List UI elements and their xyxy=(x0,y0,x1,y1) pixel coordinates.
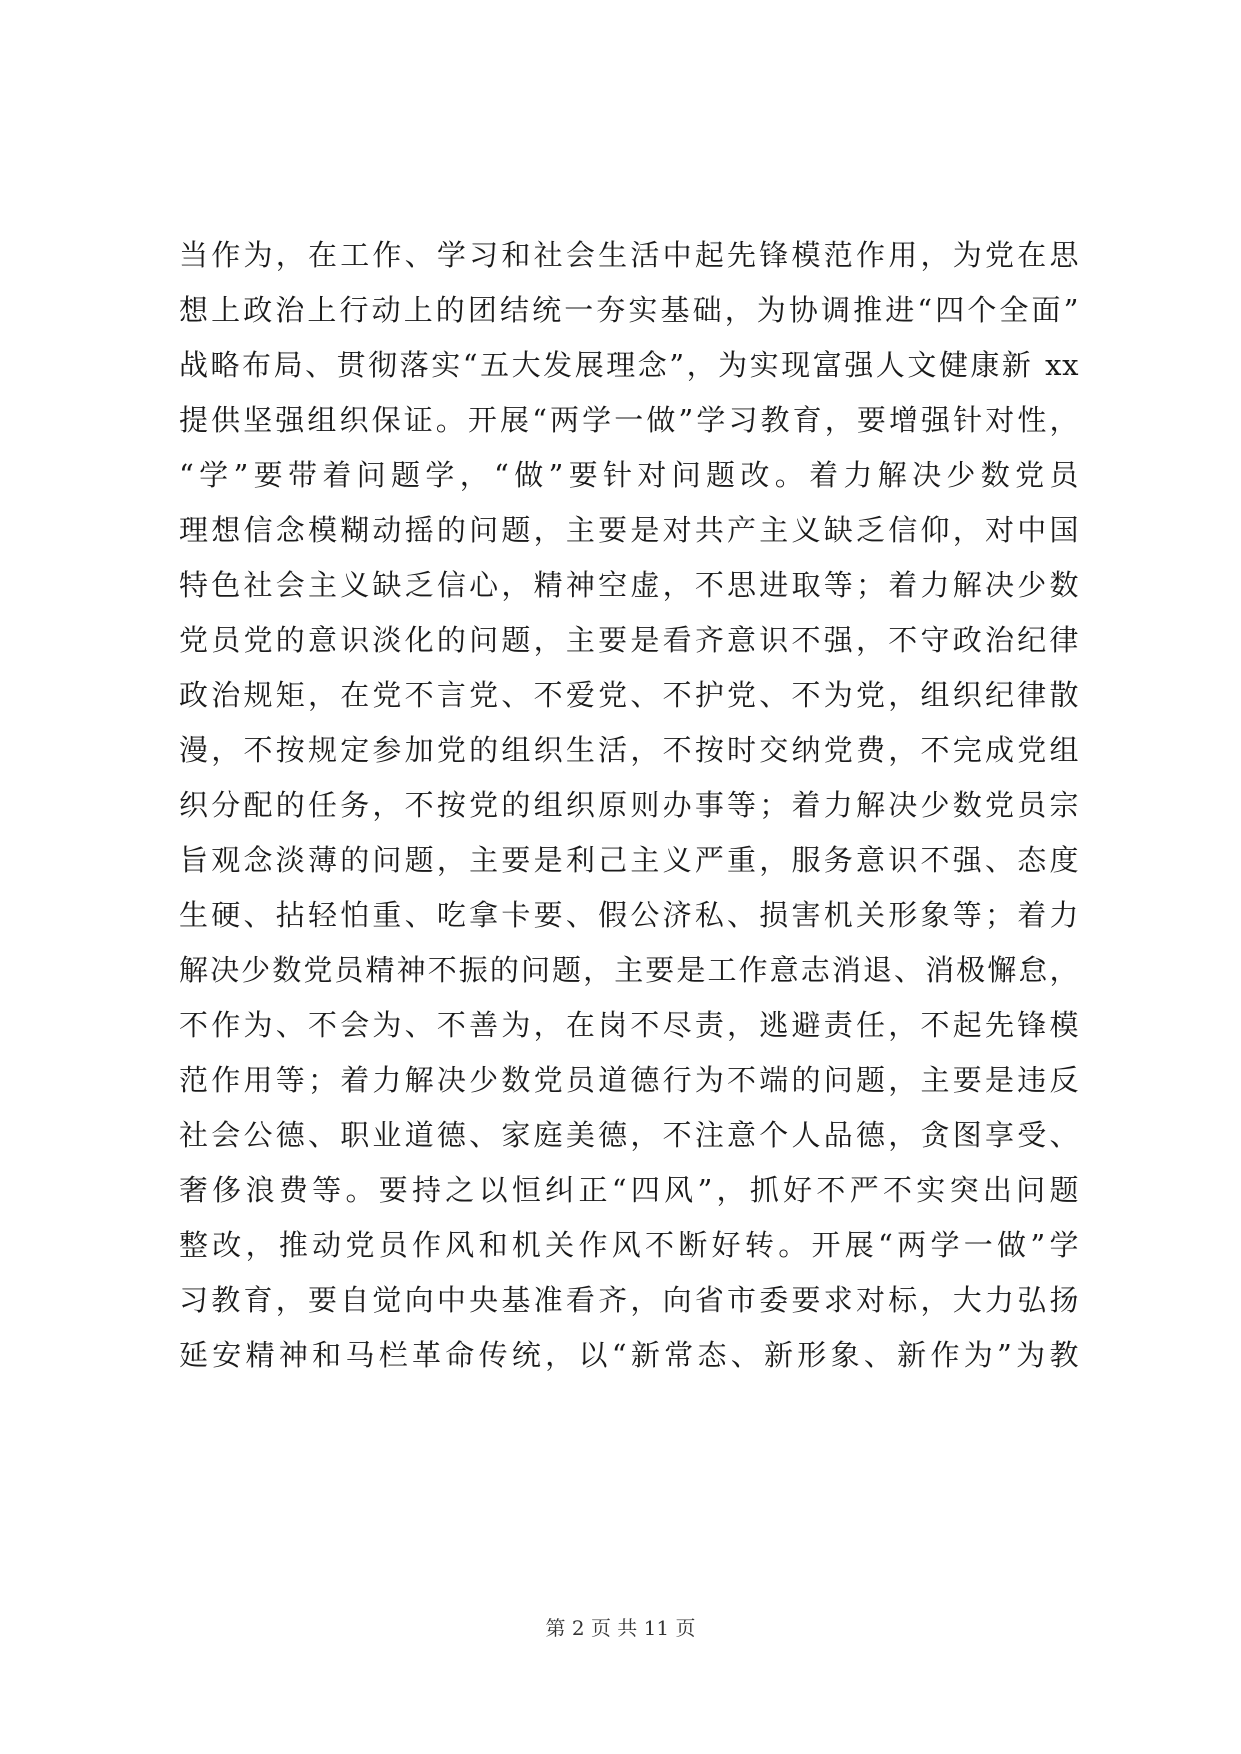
page-number-footer: 第 2 页 共 11 页 xyxy=(545,1616,696,1640)
text-line: 战略布局、贯彻落实“五大发展理念”，为实现富强人文健康新 xx xyxy=(179,348,1079,382)
text-line: 提供坚强组织保证。开展“两学一做”学习教育，要增强针对性， xyxy=(179,403,1079,437)
body-text xyxy=(179,228,1079,1383)
text-line: 不作为、不会为、不善为，在岗不尽责，逃避责任，不起先锋模 xyxy=(179,1008,1079,1042)
text-line: 理想信念模糊动摇的问题，主要是对共产主义缺乏信仰，对中国 xyxy=(179,513,1079,547)
text-line: “学”要带着问题学，“做”要针对问题改。着力解决少数党员 xyxy=(179,458,1079,492)
text-line: 解决少数党员精神不振的问题，主要是工作意志消退、消极懈怠， xyxy=(179,953,1079,987)
text-line: 当作为，在工作、学习和社会生活中起先锋模范作用，为党在思 xyxy=(179,238,1079,272)
text-line: 旨观念淡薄的问题，主要是利己主义严重，服务意识不强、态度 xyxy=(179,843,1079,877)
text-line: 党员党的意识淡化的问题，主要是看齐意识不强，不守政治纪律 xyxy=(179,623,1079,657)
text-line: 织分配的任务，不按党的组织原则办事等；着力解决少数党员宗 xyxy=(179,788,1079,822)
text-line: 范作用等；着力解决少数党员道德行为不端的问题，主要是违反 xyxy=(179,1063,1079,1097)
text-line: 想上政治上行动上的团结统一夯实基础，为协调推进“四个全面” xyxy=(179,293,1079,327)
text-line: 延安精神和马栏革命传统，以“新常态、新形象、新作为”为教 xyxy=(179,1338,1079,1372)
text-line: 生硬、拈轻怕重、吃拿卡要、假公济私、损害机关形象等；着力 xyxy=(179,898,1079,932)
text-line: 社会公德、职业道德、家庭美德，不注意个人品德，贪图享受、 xyxy=(179,1118,1079,1152)
text-line: 特色社会主义缺乏信心，精神空虚，不思进取等；着力解决少数 xyxy=(179,568,1079,602)
text-line: 奢侈浪费等。要持之以恒纠正“四风”，抓好不严不实突出问题 xyxy=(179,1173,1079,1207)
text-line: 习教育，要自觉向中央基准看齐，向省市委要求对标，大力弘扬 xyxy=(179,1283,1079,1317)
text-line: 政治规矩，在党不言党、不爱党、不护党、不为党，组织纪律散 xyxy=(179,678,1079,712)
text-line: 整改，推动党员作风和机关作风不断好转。开展“两学一做”学 xyxy=(179,1228,1079,1262)
text-line: 漫，不按规定参加党的组织生活，不按时交纳党费，不完成党组 xyxy=(179,733,1079,767)
